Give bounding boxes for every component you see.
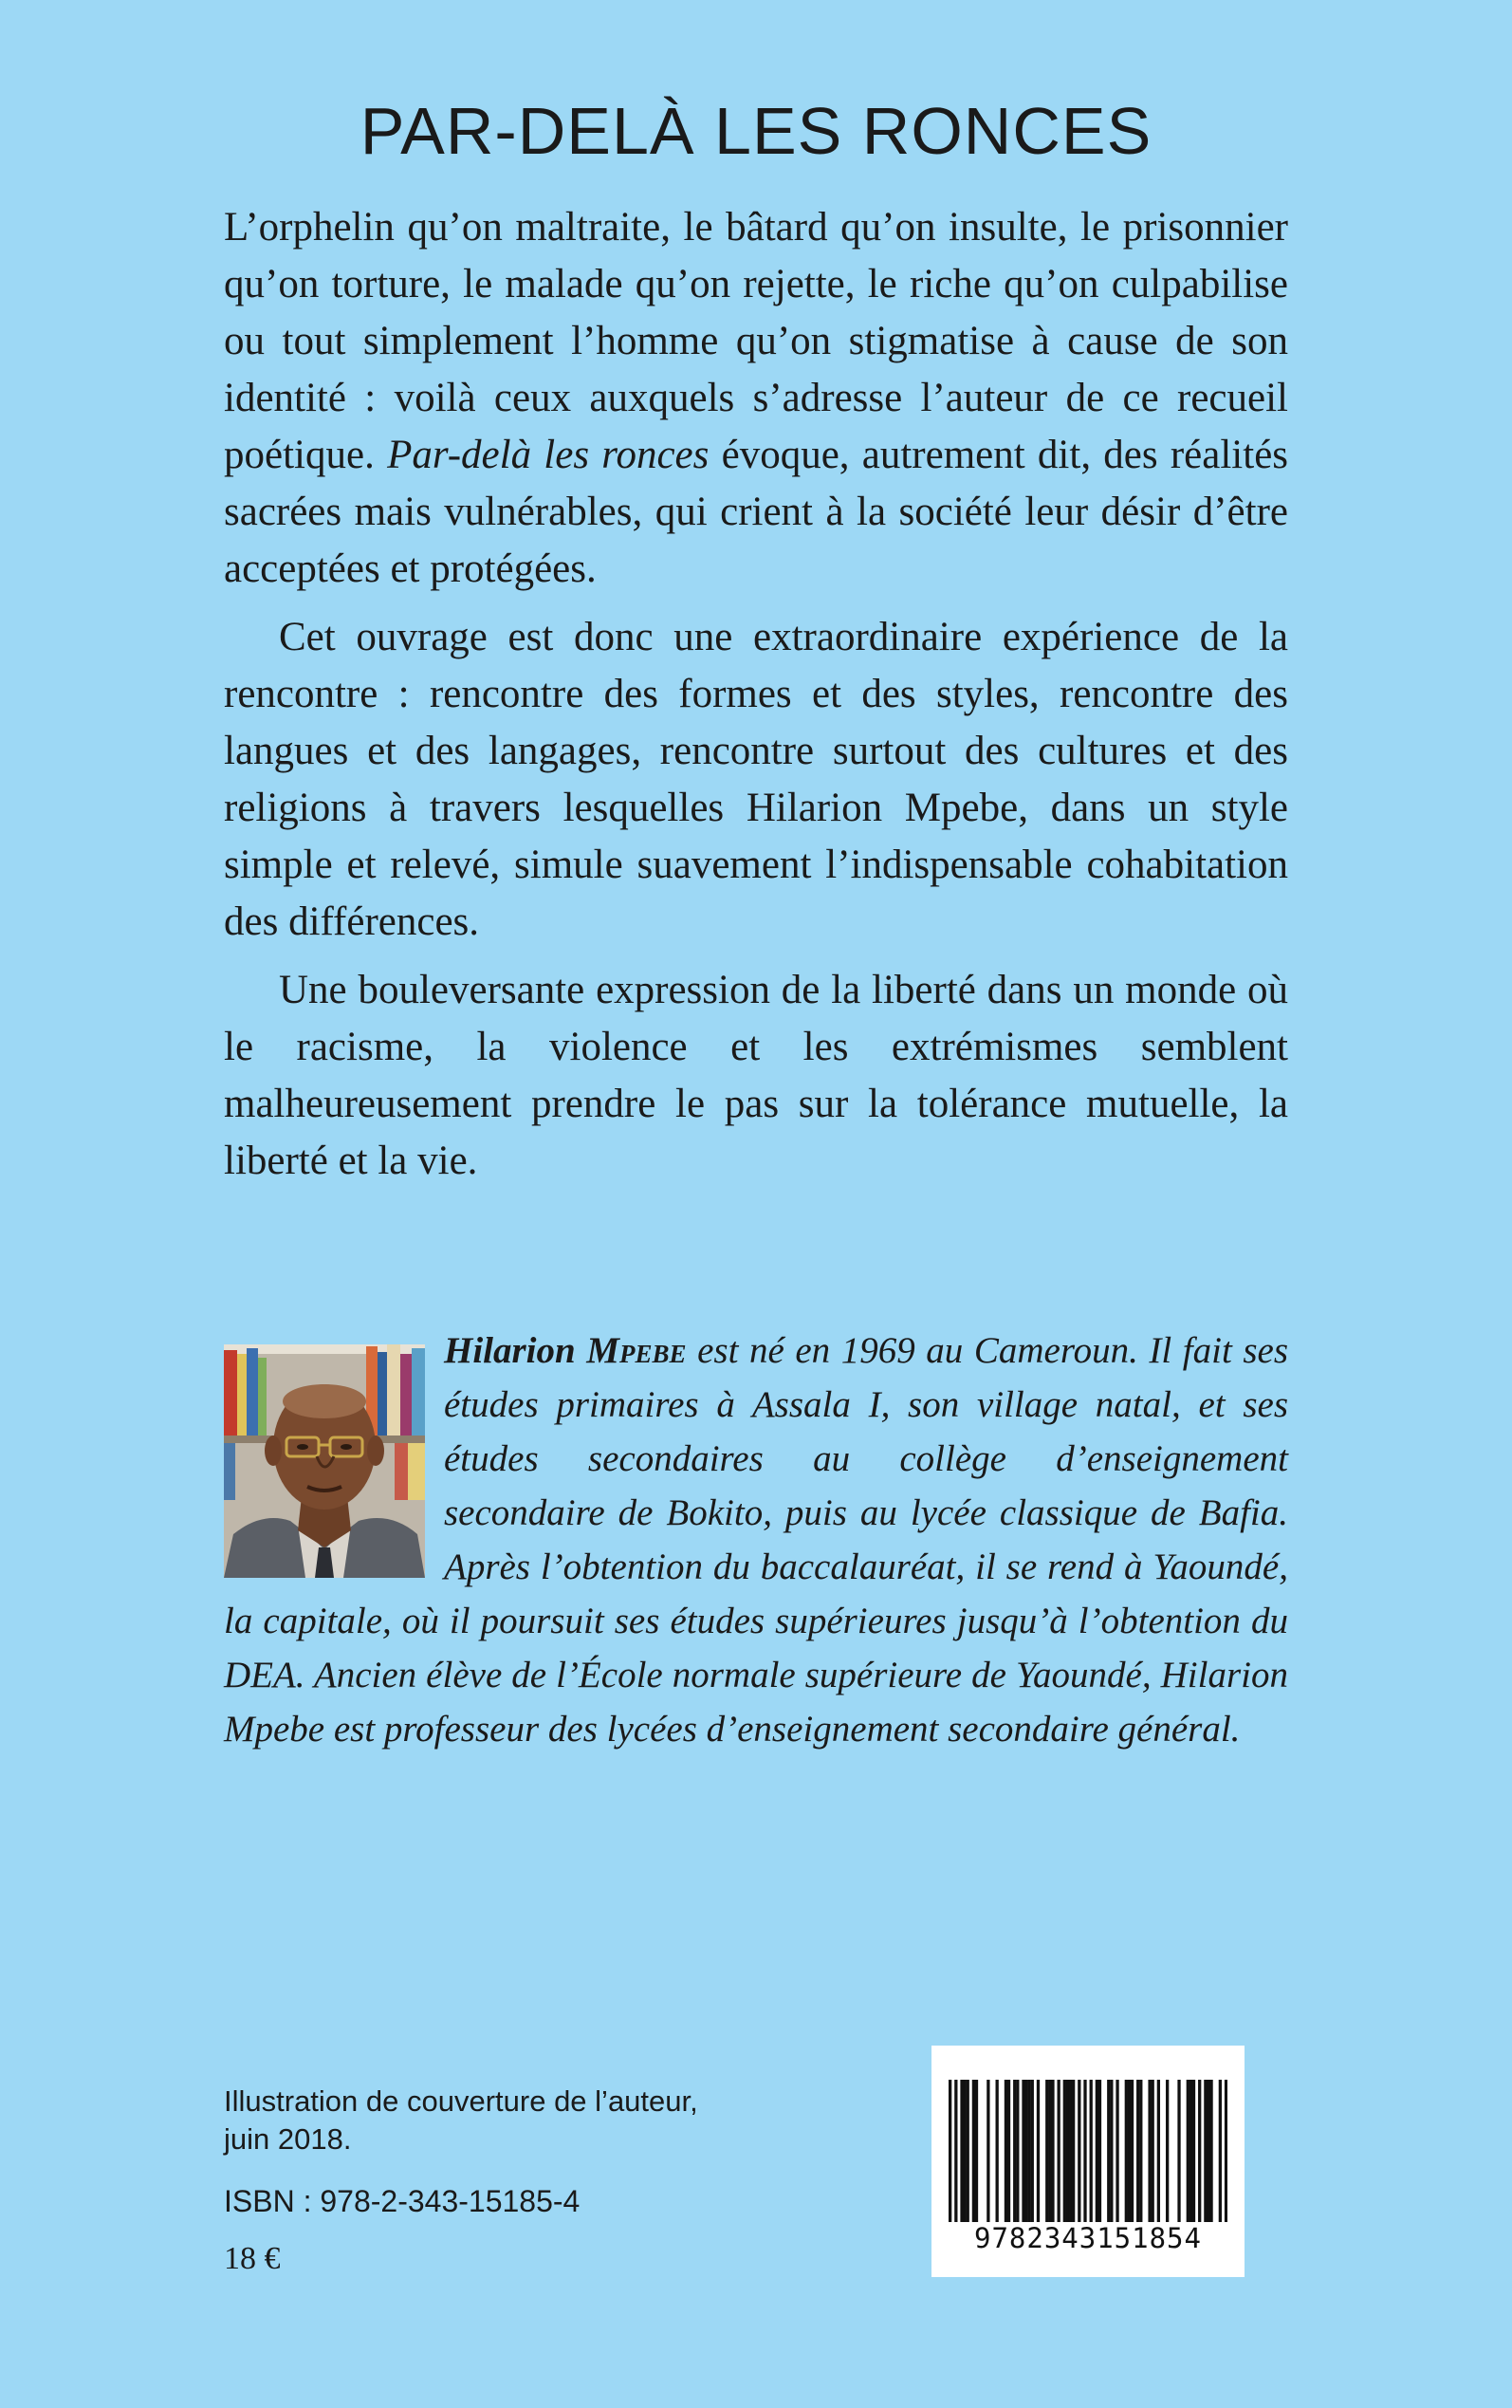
barcode-bar bbox=[996, 2080, 999, 2222]
isbn: ISBN : 978-2-343-15185-4 bbox=[224, 2184, 581, 2218]
blurb-paragraph-1-rest: évoque, autrement dit, des réalités sacrées mais vulnérables, qui crient à la société leur désir d’être acceptées et protégées. bbox=[224, 433, 1289, 591]
barcode-bar bbox=[949, 2080, 951, 2222]
blurb-title-reference: Par-delà les ronces bbox=[387, 433, 710, 477]
author-bio bbox=[224, 1324, 1288, 1756]
barcode-bar bbox=[986, 2080, 989, 2222]
barcode-bar bbox=[1058, 2080, 1060, 2222]
barcode-bar bbox=[1005, 2080, 1007, 2222]
barcode-bar bbox=[1037, 2080, 1040, 2222]
author-photo bbox=[224, 1344, 425, 1578]
barcode-bar bbox=[1157, 2080, 1160, 2222]
barcode-bar bbox=[975, 2080, 978, 2222]
barcode-bar bbox=[1116, 2080, 1118, 2222]
barcode-bar bbox=[1110, 2080, 1113, 2222]
barcode-bar bbox=[1131, 2080, 1134, 2222]
barcode-bar bbox=[1177, 2080, 1180, 2222]
barcode bbox=[931, 2046, 1245, 2277]
barcode-bar bbox=[1096, 2080, 1098, 2222]
barcode-bar bbox=[1225, 2080, 1227, 2222]
barcode-bar bbox=[954, 2080, 957, 2222]
barcode-bar bbox=[1152, 2080, 1154, 2222]
barcode-bar bbox=[1107, 2080, 1110, 2222]
barcode-bar bbox=[1166, 2080, 1169, 2222]
book-title: PAR-DELÀ LES RONCES bbox=[360, 94, 1152, 168]
barcode-bar bbox=[1139, 2080, 1142, 2222]
barcode-bar bbox=[1045, 2080, 1048, 2222]
cover-credit-line-1: Illustration de couverture de l’auteur, bbox=[224, 2084, 698, 2118]
barcode-bar bbox=[1083, 2080, 1086, 2222]
blurb-paragraph-3: Une bouleversante expression de la liberté dans un monde où le racisme, la violence et les extrémismes semblent malheureusement prendre le pas sur la tolérance mutuelle, la liberté et la vie. bbox=[224, 968, 1288, 1183]
barcode-bar bbox=[1189, 2080, 1192, 2222]
barcode-digits: 9782343151854 bbox=[974, 2222, 1202, 2254]
blurb bbox=[224, 199, 1288, 1201]
barcode-bar bbox=[1048, 2080, 1051, 2222]
barcode-bar bbox=[1022, 2080, 1024, 2222]
author-portrait-image bbox=[224, 1344, 425, 1578]
barcode-bar bbox=[1219, 2080, 1222, 2222]
barcode-bar bbox=[1128, 2080, 1131, 2222]
barcode-bars bbox=[949, 2080, 1227, 2222]
barcode-bar bbox=[1016, 2080, 1019, 2222]
barcode-bar bbox=[972, 2080, 975, 2222]
barcode-bar bbox=[1063, 2080, 1066, 2222]
barcode-bar bbox=[1198, 2080, 1201, 2222]
barcode-bar bbox=[1028, 2080, 1031, 2222]
barcode-bar bbox=[1069, 2080, 1072, 2222]
blurb-paragraph-1-text: L’orphelin qu’on maltraite, le bâtard qu’on insulte, le prisonnier qu’on torture, le malade qu’on rejette, le riche qu’on culpabilise ou tout simplement l’homme qu’on stigmatise à cause de son identité : voilà ceux auxquels s’adresse l’auteur de ce recueil poétique. bbox=[224, 205, 1288, 477]
barcode-bar bbox=[1051, 2080, 1054, 2222]
barcode-bar bbox=[1192, 2080, 1195, 2222]
barcode-bar bbox=[1066, 2080, 1069, 2222]
barcode-bar bbox=[1187, 2080, 1189, 2222]
barcode-bar bbox=[1148, 2080, 1151, 2222]
barcode-bar bbox=[960, 2080, 963, 2222]
cover-credit bbox=[224, 2083, 698, 2158]
barcode-bar bbox=[967, 2080, 969, 2222]
barcode-bar bbox=[1024, 2080, 1027, 2222]
author-last-name: Mpebe bbox=[586, 1330, 687, 1371]
barcode-bar bbox=[1078, 2080, 1080, 2222]
barcode-bar bbox=[963, 2080, 966, 2222]
barcode-bar bbox=[1098, 2080, 1101, 2222]
blurb-paragraph-2: Cet ouvrage est donc une extraordinaire expérience de la rencontre : rencontre des formes et des styles, rencontre des langues et des langages, rencontre surtout des cultures et des religions à travers lesquelles Hilarion Mpebe, dans un style simple et relevé, simule suavement l’indispensable cohabitation des différences. bbox=[224, 615, 1288, 944]
barcode-bar bbox=[1204, 2080, 1207, 2222]
barcode-bar bbox=[1090, 2080, 1093, 2222]
author-bio-text: est né en 1969 au Cameroun. Il fait ses études primaires à Assala I, son village natal, et ses études secondaires au collège d’enseignement secondaire de Bokito, puis au lycée classique de Bafia. Après l’obtention du baccalauréat, il se rend à Yaoundé, la capitale, où il poursuit ses études supérieures jusqu’à l’obtention du DEA. Ancien élève de l’École normale supérieure de Yaoundé, Hilarion Mpebe est professeur des lycées d’enseignement secondaire général. bbox=[224, 1330, 1289, 1750]
barcode-bar bbox=[1209, 2080, 1212, 2222]
cover-credit-line-2: juin 2018. bbox=[224, 2122, 352, 2156]
barcode-bar bbox=[1031, 2080, 1034, 2222]
barcode-bar bbox=[1136, 2080, 1139, 2222]
price: 18 € bbox=[224, 2241, 281, 2276]
barcode-bar bbox=[1007, 2080, 1010, 2222]
blurb-paragraph-1 bbox=[224, 199, 1288, 598]
barcode-bar bbox=[1072, 2080, 1075, 2222]
barcode-bar bbox=[1125, 2080, 1128, 2222]
author-first-name: Hilarion bbox=[444, 1330, 576, 1371]
barcode-bar bbox=[1013, 2080, 1016, 2222]
barcode-bar bbox=[1207, 2080, 1209, 2222]
